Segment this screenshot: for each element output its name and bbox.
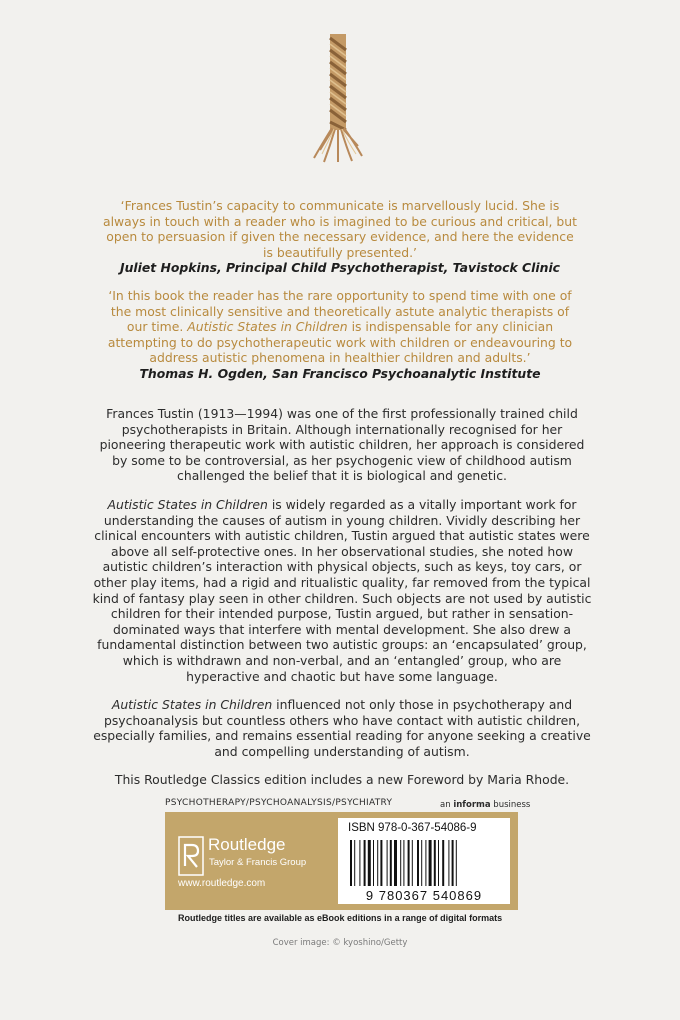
informa-word: informa — [453, 800, 491, 810]
publisher-group: Taylor & Francis Group — [209, 857, 307, 868]
informa-business-label — [440, 800, 530, 810]
isbn-digits: 9 780367 540869 — [365, 888, 483, 903]
informa-prefix: an — [440, 800, 454, 810]
paragraph-2-book-title: Autistic States in Children — [107, 496, 268, 512]
isbn-label: ISBN 978-0-367-54086-9 — [348, 822, 477, 834]
description-paragraph-2 — [92, 497, 592, 684]
description-paragraph-3 — [92, 697, 592, 759]
quote-2-text-start: ‘In this book the reader has the rare opportunity to spend time with one of the most clinically sensitive and theoretically astute analytic therapists of our time. — [108, 288, 572, 335]
quote-1-attribution: Juliet Hopkins, Principal Child Psychotherapist, Tavistock Clinic — [119, 260, 561, 276]
publisher-website: www.routledge.com — [178, 878, 266, 889]
routledge-logo-icon — [178, 836, 204, 876]
book-description — [92, 406, 592, 801]
description-paragraph-4: This Routledge Classics edition includes a new Foreword by Maria Rhode. — [114, 772, 570, 788]
quote-2-book-title: Autistic States in Children — [187, 319, 348, 335]
barcode-icon — [348, 840, 503, 892]
paragraph-2-text: is widely regarded as a vitally important work for understanding the causes of autism in young children. Vividly describing her clinical encounters with autistic children, Tustin argued that autistic states were above all self-protective ones. In her observational studies, she noted how autistic children’s interaction with physical objects, such as keys, toy cars, or other play items, had a rigid and ritualistic quality, far removed from the typical kind of fantasy play seen in other children. Such objects are not used by autistic children for their intended purpose, Tustin argued, but rather in sensation-dominated ways that interfere with mental development. She also drew a fundamental distinction between two autistic groups: an ‘encapsulated’ group, which is withdrawn and non-verbal, and an ‘entangled’ group, who are hyperactive and chaotic but have some language. — [92, 496, 592, 684]
rope-illustration — [308, 34, 368, 164]
informa-suffix: business — [490, 800, 531, 810]
ebook-note: Routledge titles are available as eBook editions in a range of digital formats — [178, 913, 503, 923]
review-quote-2 — [100, 288, 580, 382]
quote-1-text: ‘Frances Tustin’s capacity to communicate is marvellously lucid. She is always in touch with a reader who is imagined to be curious and critical, but open to persuasion if given the necessary evidence, and here the evidence is beautifully presented.’ — [102, 198, 577, 260]
paragraph-3-text: influenced not only those in psychotherapy and psychoanalysis but countless others who have contact with autistic children, especially families, and remains essential reading for anyone seeking a creative and compelling understanding of autism. — [93, 697, 591, 759]
subject-categories: PSYCHOTHERAPY/PSYCHOANALYSIS/PSYCHIATRY — [165, 798, 393, 808]
review-quote-1 — [100, 198, 580, 276]
paragraph-3-book-title: Autistic States in Children — [111, 697, 273, 713]
quote-2-attribution: Thomas H. Ogden, San Francisco Psychoanalytic Institute — [139, 365, 541, 381]
cover-image-credit: Cover image: © kyoshino/Getty — [272, 938, 408, 948]
publisher-name: Routledge — [208, 835, 286, 854]
quote-2-text-end: is indispensable for any clinician attempting to do psychotherapeutic work with children or endeavouring to address autistic phenomena in healthier children and adults.’ — [107, 319, 573, 366]
description-paragraph-1: Frances Tustin (1913—1994) was one of the first professionally trained child psychotherapists in Britain. Although internationally recognised for her pioneering therapeutic work with autistic children, her approach is considered by some to be controversial, as her psychogenic view of childhood autism challenged the belief that it is biological and genetic. — [99, 406, 585, 484]
